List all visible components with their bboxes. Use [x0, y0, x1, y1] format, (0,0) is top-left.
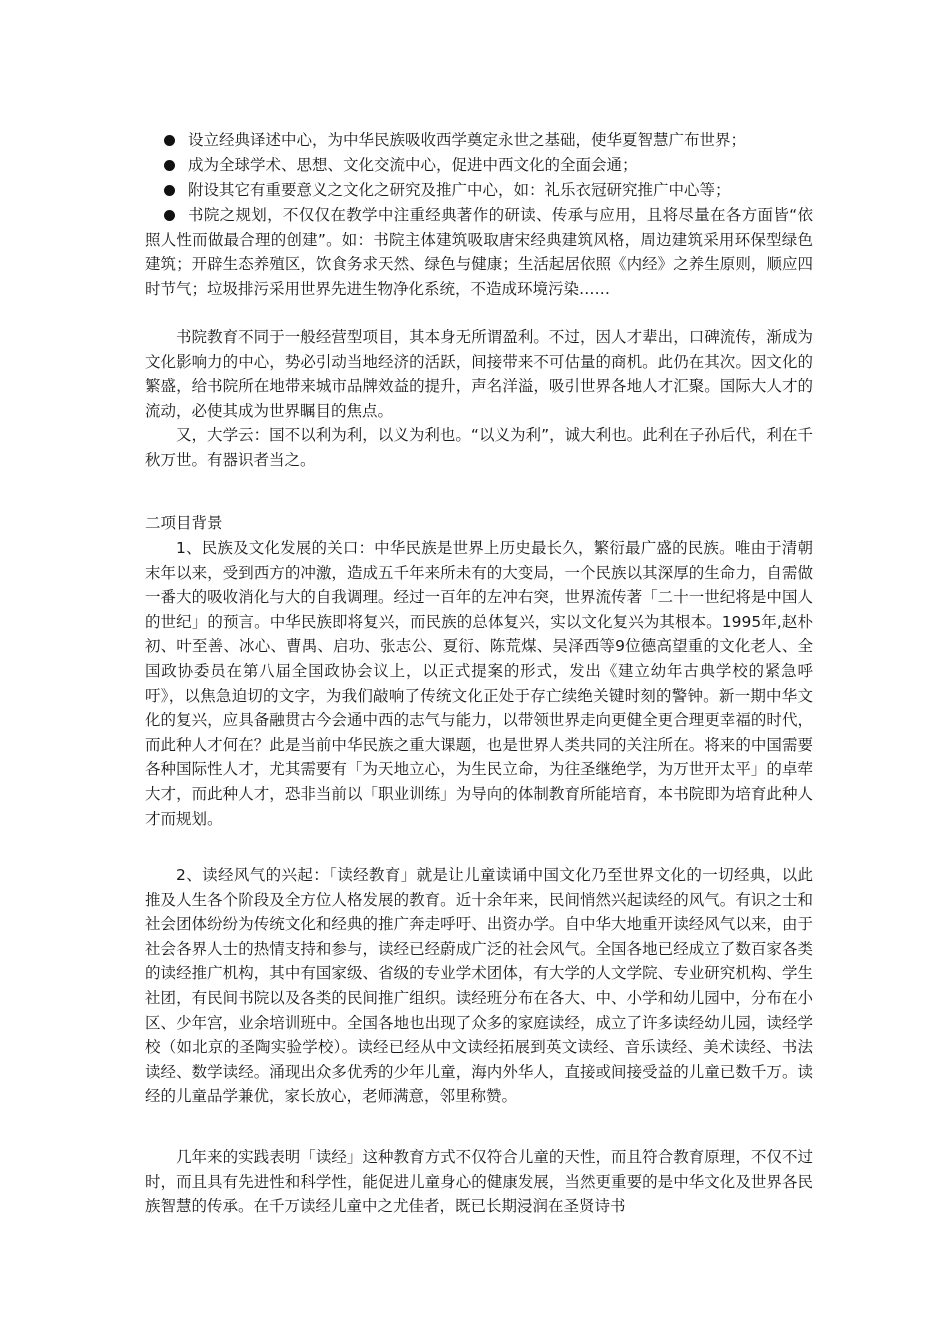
- section-body: [145, 1145, 813, 1219]
- paragraph: 书院教育不同于一般经营型项目，其本身无所谓盈利。不过，因人才辈出，口碑流传，渐成为文化影响力的中心，势必引动当地经济的活跃，间接带来不可估量的商机。此仍在其次。因文化的繁盛，给书院所在地带来城市品牌效益的提升，声名洋溢，吸引世界各地人才汇聚。国际大人才的流动，必使其成为世界瞩目的焦点。: [145, 328, 813, 420]
- bullet-item: [145, 178, 813, 203]
- bullet-dot-icon: [164, 210, 175, 221]
- bullet-dot-icon: [164, 185, 175, 196]
- bullet-item: [145, 203, 813, 301]
- bullet-text: 设立经典译述中心，为中华民族吸收西学奠定永世之基础，使华夏智慧广布世界；: [188, 131, 747, 149]
- bullet-text: 成为全球学术、思想、文化交流中心，促进中西文化的全面会通；: [188, 156, 638, 174]
- section-body: [145, 536, 813, 831]
- section-body: [145, 863, 813, 1109]
- bullet-dot-icon: [164, 135, 175, 146]
- bullet-item: [145, 153, 813, 178]
- bullet-item: [145, 128, 813, 153]
- paragraph: 2、读经风气的兴起：「读经教育」就是让儿童读诵中国文化乃至世界文化的一切经典，以此推及人生各个阶段及全方位人格发展的教育。近十余年来，民间悄然兴起读经的风气。有识之士和社会团体纷纷为传统文化和经典的推广奔走呼吁、出资办学。自中华大地重开读经风气以来，由于社会各界人士的热情支持和参与，读经已经蔚成广泛的社会风气。全国各地已经成立了数百家各类的读经推广机构，其中有国家级、省级的专业学术团体，有大学的人文学院、专业研究机构、学生社团，有民间书院以及各类的民间推广组织。读经班分布在各大、中、小学和幼儿园中，分布在小区、少年宫，业余培训班中。全国各地也出现了众多的家庭读经，成立了许多读经幼儿园，读经学校（如北京的圣陶实验学校）。读经已经从中文读经拓展到英文读经、音乐读经、美术读经、书法读经、数学读经。涌现出众多优秀的少年儿童，海内外华人，直接或间接受益的儿童已数千万。读经的儿童品学兼优，家长放心，老师满意，邻里称赞。: [145, 866, 813, 1106]
- bullet-dot-icon: [164, 160, 175, 171]
- bullet-text: 附设其它有重要意义之文化之研究及推广中心，如：礼乐衣冠研究推广中心等；: [188, 181, 731, 199]
- section-title: 二项目背景: [145, 514, 223, 532]
- paragraph: 几年来的实践表明「读经」这种教育方式不仅符合儿童的天性，而且符合教育原理，不仅不过时，而且具有先进性和科学性，能促进儿童身心的健康发展，当然更重要的是中华文化及世界各民族智慧的传承。在千万读经儿童中之尤佳者，既已长期浸润在圣贤诗书: [145, 1148, 813, 1216]
- paragraph: 又，大学云：国不以利为利，以义为利也。“以义为利”，诚大利也。此利在子孙后代，利在千秋万世。有器识者当之。: [145, 426, 813, 469]
- paragraph-block: [145, 325, 813, 473]
- paragraph: 1、民族及文化发展的关口：中华民族是世界上历史最长久，繁衍最广盛的民族。唯由于清朝末年以来，受到西方的冲激，造成五千年来所未有的大变局，一个民族以其深厚的生命力，自需做一番大的吸收消化与大的自我调理。经过一百年的左冲右突，世界流传著「二十一世纪将是中国人的世纪」的预言。中华民族即将复兴，而民族的总体复兴，实以文化复兴为其根本。1995年,赵朴初、叶至善、冰心、曹禺、启功、张志公、夏衍、陈荒煤、吴泽西等9位德高望重的文化老人、全国政协委员在第八届全国政协会议上，以正式提案的形式，发出《建立幼年古典学校的紧急呼吁》，以焦急迫切的文字，为我们敲响了传统文化正处于存亡续绝关键时刻的警钟。新一期中华文化的复兴，应具备融贯古今会通中西的志气与能力，以带领世界走向更健全更合理更幸福的时代，而此种人才何在？此是当前中华民族之重大课题，也是世界人类共同的关注所在。将来的中国需要各种国际性人才，尤其需要有「为天地立心，为生民立命，为往圣继绝学，为万世开太平」的卓荦大才，而此种人才，恐非当前以「职业训练」为导向的体制教育所能培育，本书院即为培育此种人才而规划。: [145, 539, 813, 828]
- section-heading: [145, 511, 813, 536]
- bullet-text: 书院之规划，不仅仅在教学中注重经典著作的研读、传承与应用，且将尽量在各方面皆“依照人性而做最合理的创建”。如：书院主体建筑吸取唐宋经典建筑风格，周边建筑采用环保型绿色建筑；开辟生态养殖区，饮食务求天然、绿色与健康；生活起居依照《内经》之养生原则，顺应四时节气；垃圾排污采用世界先进生物净化系统，不造成环境污染……: [145, 206, 813, 298]
